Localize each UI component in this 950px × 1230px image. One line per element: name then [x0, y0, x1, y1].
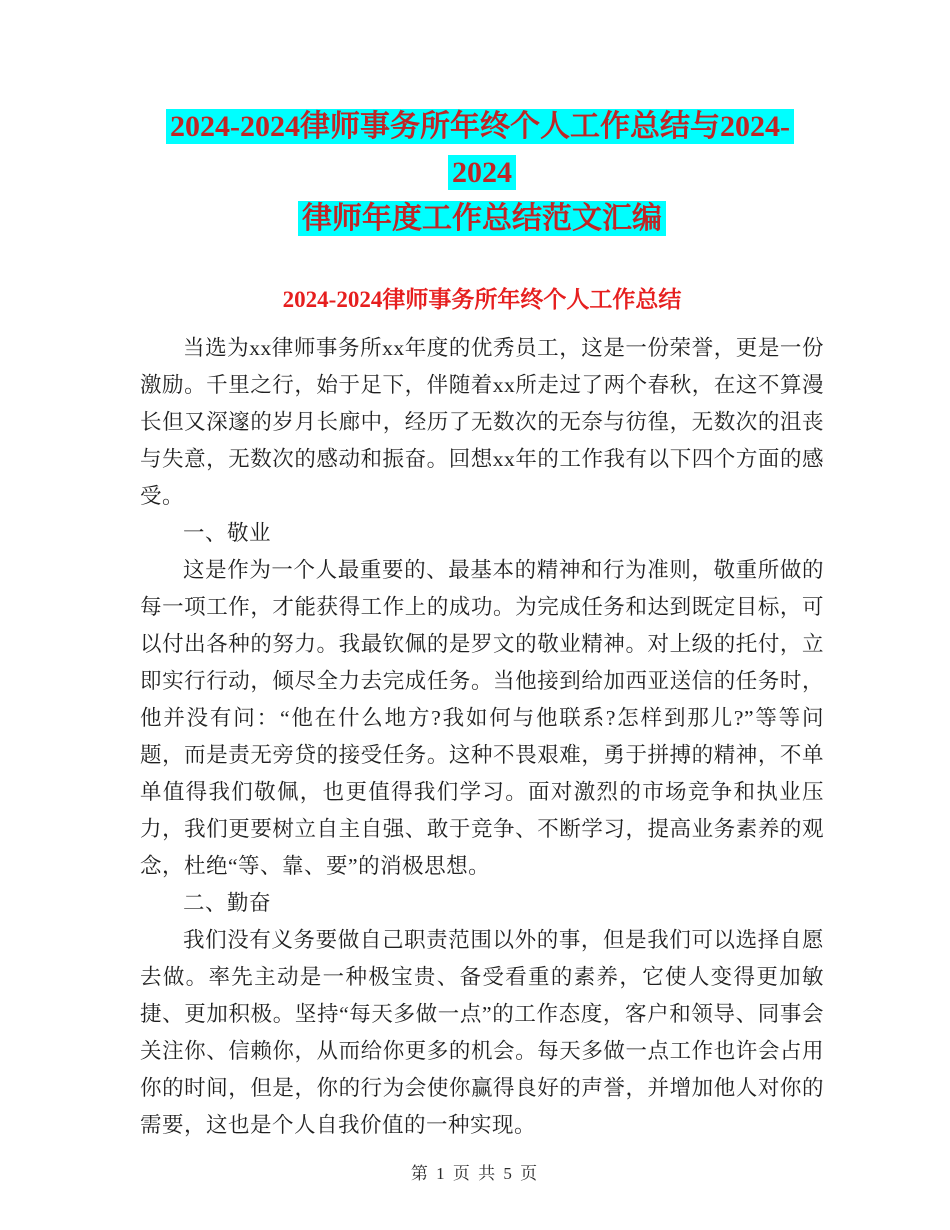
- page-footer: [0, 1159, 950, 1184]
- section-title: 2024-2024律师事务所年终个人工作总结: [282, 287, 682, 312]
- paragraph-intro: 当选为xx律师事务所xx年度的优秀员工，这是一份荣誉，更是一份激励。千里之行，始于足下，伴随着xx所走过了两个春秋，在这不算漫长但又深邃的岁月长廊中，经历了无数次的无奈与彷徨，无数次的沮丧与失意，无数次的感动和振奋。回想xx年的工作我有以下四个方面的感受。: [140, 336, 824, 508]
- heading-devotion: 一、敬业: [183, 521, 272, 545]
- title-line-2: 律师年度工作总结范文汇编: [298, 201, 666, 236]
- document-body: [140, 330, 824, 1144]
- page-number-text: 第 1 页 共 5 页: [410, 1164, 540, 1183]
- title-line-1: 2024-2024律师事务所年终个人工作总结与2024-2024: [166, 109, 794, 190]
- paragraph-diligence: 我们没有义务要做自己职责范围以外的事，但是我们可以选择自愿去做。率先主动是一种极宝贵、备受看重的素养，它使人变得更加敏捷、更加积极。坚持“每天多做一点”的工作态度，客户和领导、同事会关注你、信赖你，从而给你更多的机会。每天多做一点工作也许会占用你的时间，但是，你的行为会使你赢得良好的声誉，并增加他人对你的需要，这也是个人自我价值的一种实现。: [140, 928, 824, 1137]
- document-title: [140, 104, 824, 242]
- heading-diligence: 二、勤奋: [183, 891, 272, 915]
- paragraph-devotion: 这是作为一个人最重要的、最基本的精神和行为准则，敬重所做的每一项工作，才能获得工作上的成功。为完成任务和达到既定目标，可以付出各种的努力。我最钦佩的是罗文的敬业精神。对上级的托付，立即实行行动，倾尽全力去完成任务。当他接到给加西亚送信的任务时，他并没有问：“他在什么地方?我如何与他联系?怎样到那儿?”等等问题，而是责无旁贷的接受任务。这种不畏艰难，勇于拼搏的精神，不单单值得我们敬佩，也更值得我们学习。面对激烈的市场竞争和执业压力，我们更要树立自主自强、敢于竞争、不断学习，提高业务素养的观念，杜绝“等、靠、要”的消极思想。: [140, 558, 824, 878]
